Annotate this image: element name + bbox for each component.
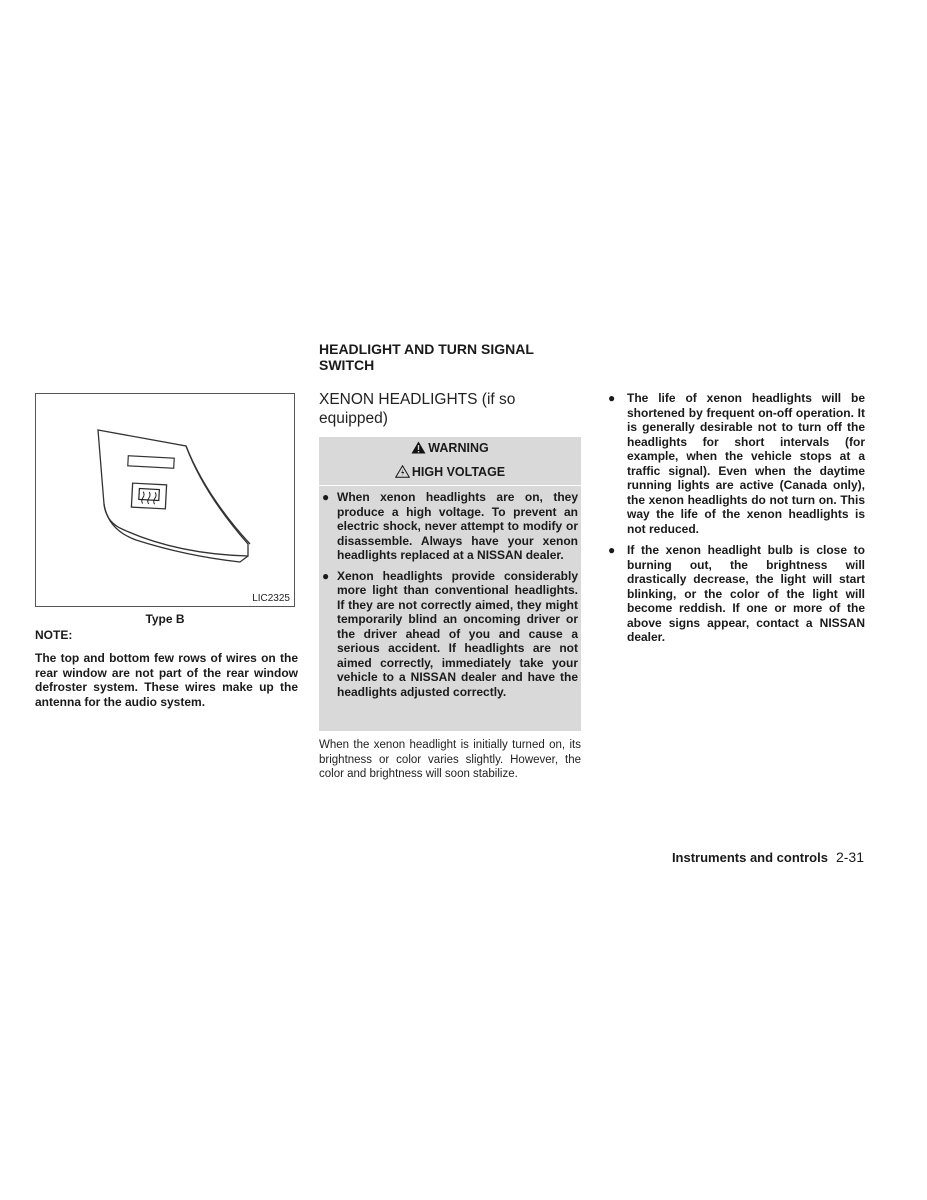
high-voltage-icon [395, 465, 410, 478]
note-label: NOTE: [35, 628, 73, 642]
bullet: ● [322, 568, 330, 583]
page-number: 2-31 [835, 849, 864, 865]
page-footer [672, 849, 864, 865]
bullet: ● [608, 391, 616, 405]
note-text: The top and bottom few rows of wires on the rear window are not part of the rear window defroster system. These wires make up the antenna for the audio system. [35, 651, 298, 709]
high-voltage-heading [319, 465, 581, 479]
warning-list [319, 490, 581, 705]
warning-heading [319, 441, 581, 455]
warning-item [319, 490, 581, 563]
warning-item-text: When xenon headlights are on, they produce a high voltage. To prevent an electric shock, never attempt to modify or disassemble. Always have your xenon headlights replaced at a NISSAN dealer. [337, 490, 578, 562]
list-item [608, 391, 865, 536]
body-paragraph: When the xenon headlight is initially turned on, its brightness or color varies slightly. However, the color and brightness will soon stabilize. [319, 739, 581, 780]
high-voltage-title: HIGH VOLTAGE [411, 465, 506, 479]
switch-illustration [35, 393, 295, 607]
list-item-text: If the xenon headlight bulb is close to burning out, the brightness will drastically decrease, the light will start blinking, or the color of the light will become reddish. If one or more of the above signs appear, contact a NISSAN dealer. [627, 543, 865, 644]
info-list [608, 391, 865, 652]
list-item-text: The life of xenon headlights will be shortened by frequent on-off operation. It is generally desirable not to turn off the headlights for short intervals (for example, when the vehicle stops at a traffic signal). Even when the daytime running lights are active (Canada only), the xenon headlights do not turn on. This way the life of the xenon headlights is not reduced. [627, 391, 865, 536]
warning-box [319, 437, 581, 731]
warning-triangle-icon [411, 441, 426, 454]
warning-item [319, 569, 581, 700]
warning-divider [319, 485, 581, 486]
warning-item-text: Xenon headlights provide considerably more light than conventional headlights. If they are not correctly aimed, they might temporarily blind an oncoming driver or the driver ahead of you and cause a serious accident. If headlights are not aimed correctly, immediately take your vehicle to a NISSAN dealer and have the headlights adjusted correctly. [337, 568, 578, 699]
list-item [608, 543, 865, 645]
subsection-title: XENON HEADLIGHTS (if so equipped) [319, 391, 516, 427]
footer-section-title: Instruments and controls [671, 850, 828, 865]
rear-defroster-switch-drawing [36, 394, 294, 606]
section-title: HEADLIGHT AND TURN SIGNAL SWITCH [319, 341, 534, 373]
warning-title: WARNING [428, 441, 489, 455]
bullet: ● [322, 490, 330, 504]
figure-code: LIC2325 [252, 593, 290, 604]
figure-caption: Type B [145, 612, 185, 626]
bullet: ● [608, 543, 616, 557]
